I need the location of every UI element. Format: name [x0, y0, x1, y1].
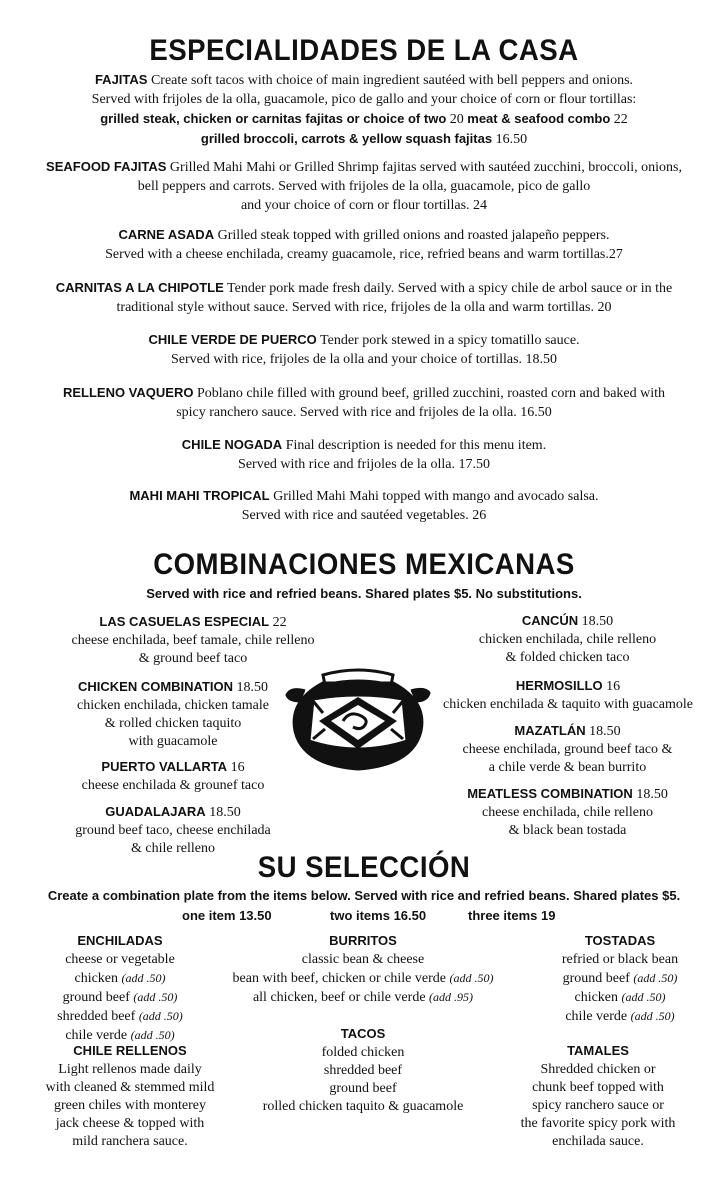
combo-meatless	[430, 785, 705, 840]
selection-line: chunk beef topped with	[532, 1080, 664, 1095]
combo-name: CHICKEN COMBINATION	[77, 679, 234, 694]
combo-price: 16	[230, 760, 245, 775]
combo-name: CANCÚN	[521, 613, 579, 628]
combo-desc: chicken enchilada, chicken tamale	[76, 698, 269, 713]
add-note: (add .50)	[130, 1028, 175, 1042]
selection-line: Shredded chicken or	[540, 1062, 656, 1077]
selection-line: spicy ranchero sauce or	[532, 1098, 664, 1113]
combinations-subtitle: Served with rice and refried beans. Shared plates $5. No substitutions.	[146, 586, 582, 601]
seleccion-subtitle: Create a combination plate from the items below. Served with rice and refried beans. Shared plates $5.	[47, 888, 681, 903]
selection-line: bean with beef, chicken or chile verde	[232, 971, 446, 986]
selection-enchiladas	[30, 932, 210, 1045]
menu-item-carne-asada	[20, 225, 708, 264]
price-three-items: three items 19	[468, 908, 556, 923]
combo-name: LAS CASUELAS ESPECIAL	[99, 614, 270, 629]
combo-desc: & chile relleno	[131, 841, 215, 856]
menu-item-chile-nogada	[20, 435, 708, 474]
combo-guadalajara	[28, 803, 318, 858]
menu-item-seafood-fajitas	[20, 157, 708, 215]
combo-desc: & rolled chicken taquito	[104, 716, 242, 731]
selection-line: cheese or vegetable	[65, 952, 175, 967]
selection-line: chile verde	[565, 1009, 628, 1024]
price-one-item: one item 13.50	[182, 908, 272, 923]
selection-burritos	[218, 932, 508, 1007]
selection-line: shredded beef	[323, 1063, 403, 1078]
combo-desc: & folded chicken taco	[505, 650, 630, 665]
combo-price: 16	[606, 679, 621, 694]
item-name: RELLENO VAQUERO	[62, 385, 194, 400]
selection-header: ENCHILADAS	[77, 933, 163, 948]
pot-drawing	[287, 670, 429, 769]
combo-price: 18.50	[636, 787, 668, 802]
item-desc: Grilled Mahi Mahi or Grilled Shrimp fajitas served with sautéed zucchini, broccoli, onions,	[169, 160, 682, 175]
combo-cancun	[430, 612, 705, 667]
combo-las-casuelas	[28, 613, 358, 668]
item-desc: Served with rice and frijoles de la olla. 17.50	[238, 457, 490, 472]
add-note: (add .50)	[449, 971, 494, 985]
selection-tacos	[238, 1025, 488, 1116]
selection-header: BURRITOS	[329, 933, 397, 948]
selection-tostadas	[530, 932, 710, 1026]
selection-line: Light rellenos made daily	[58, 1062, 202, 1077]
selection-line: jack cheese & topped with	[55, 1116, 205, 1131]
combo-price: 18.50	[581, 614, 614, 629]
combo-name: HERMOSILLO	[515, 678, 603, 693]
item-name: MAHI MAHI TROPICAL	[129, 488, 270, 503]
add-note: (add .50)	[621, 990, 666, 1004]
item-name: CHILE VERDE DE PUERCO	[148, 332, 317, 347]
combo-mazatlan	[430, 722, 705, 777]
item-desc: Poblano chile filled with ground beef, grilled zucchini, roasted corn and baked with	[196, 386, 666, 401]
item-desc: Tender pork stewed in a spicy tomatillo sauce.	[320, 333, 580, 348]
selection-header: TOSTADAS	[584, 933, 656, 948]
selection-line: ground beef	[562, 971, 630, 986]
selection-line: folded chicken	[321, 1045, 405, 1060]
combo-desc: cheese enchilada, beef tamale, chile relleno	[71, 633, 315, 648]
selection-header: TAMALES	[567, 1043, 629, 1058]
clay-pot-illustration	[283, 661, 433, 773]
add-note: (add .50)	[133, 990, 178, 1004]
selection-line: ground beef	[62, 990, 130, 1005]
item-desc: and your choice of corn or flour tortillas. 24	[240, 198, 488, 213]
selection-line: all chicken, beef or chile verde	[252, 990, 426, 1005]
selection-line: refried or black bean	[561, 952, 679, 967]
selection-line: the favorite spicy pork with	[520, 1116, 676, 1131]
item-desc: Served with rice and sautéed vegetables. 26	[241, 508, 487, 523]
selection-line: green chiles with monterey	[53, 1098, 206, 1113]
item-desc: Grilled steak topped with grilled onions and roasted jalapeño peppers.	[217, 228, 610, 243]
combo-desc: a chile verde & bean burrito	[488, 760, 647, 775]
combo-desc: & ground beef taco	[138, 651, 248, 666]
combo-desc: cheese enchilada & grounef taco	[81, 778, 265, 793]
combo-price: 18.50	[589, 724, 621, 739]
combo-name: GUADALAJARA	[105, 804, 206, 819]
add-note: (add .50)	[138, 1009, 183, 1023]
combo-price: 18.50	[209, 805, 241, 820]
selection-line: with cleaned & stemmed mild	[45, 1080, 215, 1095]
item-name: CHILE NOGADA	[181, 437, 283, 452]
item-desc: Create soft tacos with choice of main ingredient sautéed with bell peppers and onions.	[150, 73, 634, 88]
combo-name: MAZATLÁN	[514, 723, 586, 738]
item-price: 20	[449, 112, 464, 127]
selection-line: chile verde	[65, 1028, 128, 1043]
selection-header: TACOS	[340, 1026, 386, 1041]
combo-desc: cheese enchilada, chile relleno	[481, 805, 653, 820]
fajita-option: meat & seafood combo	[467, 111, 611, 126]
add-note: (add .50)	[121, 971, 166, 985]
item-price: 22	[613, 112, 628, 127]
combo-price: 18.50	[236, 680, 269, 695]
combo-desc: & black bean tostada	[508, 823, 627, 838]
selection-tamales	[498, 1042, 698, 1151]
combo-price: 22	[272, 615, 287, 630]
menu-item-mahi-mahi	[20, 486, 708, 525]
combo-name: MEATLESS COMBINATION	[467, 786, 633, 801]
combo-desc: chicken enchilada, chile relleno	[478, 632, 657, 647]
selection-header: CHILE RELLENOS	[73, 1043, 187, 1058]
selection-line: rolled chicken taquito & guacamole	[262, 1099, 464, 1114]
price-two-items: two items 16.50	[330, 908, 427, 923]
menu-item-fajitas	[20, 70, 708, 149]
fajita-option: grilled broccoli, carrots & yellow squash fajitas	[200, 131, 493, 146]
combo-puerto-vallarta	[28, 758, 318, 795]
item-desc: Grilled Mahi Mahi topped with mango and avocado salsa.	[273, 489, 599, 504]
item-name: CARNITAS A LA CHIPOTLE	[55, 280, 224, 295]
selection-line: shredded beef	[57, 1009, 136, 1024]
selection-chile-rellenos	[30, 1042, 230, 1151]
add-note: (add .95)	[429, 990, 474, 1004]
selection-line: classic bean & cheese	[301, 952, 425, 967]
item-desc: traditional style without sauce. Served with rice, frijoles de la olla and warm tortillas. 20	[116, 300, 612, 315]
item-desc: Served with a cheese enchilada, creamy guacamole, rice, refried beans and warm tortillas.27	[105, 247, 623, 262]
add-note: (add .50)	[630, 1009, 675, 1023]
combo-name: PUERTO VALLARTA	[101, 759, 228, 774]
item-name: FAJITAS	[94, 72, 148, 87]
menu-item-relleno-vaquero	[20, 383, 708, 422]
combo-desc: chicken enchilada & taquito with guacamole	[443, 697, 693, 712]
combo-chicken	[28, 678, 318, 751]
item-name: SEAFOOD FAJITAS	[46, 159, 167, 174]
item-desc: bell peppers and carrots. Served with frijoles de la olla, guacamole, pico de gallo	[137, 179, 591, 194]
item-desc: Tender pork made fresh daily. Served with a spicy chile de arbol sauce or in the	[227, 281, 673, 296]
selection-line: ground beef	[329, 1081, 397, 1096]
selection-line: chicken	[574, 990, 619, 1005]
item-name: CARNE ASADA	[118, 227, 215, 242]
combo-desc: ground beef taco, cheese enchilada	[75, 823, 271, 838]
selection-line: mild ranchera sauce.	[72, 1134, 188, 1149]
combo-hermosillo	[418, 677, 718, 714]
selection-line: enchilada sauce.	[552, 1134, 644, 1149]
combinations-title: COMBINACIONES MEXICANAS	[153, 548, 575, 581]
item-desc: Served with rice, frijoles de la olla and your choice of tortillas. 18.50	[170, 352, 558, 367]
menu-item-carnitas	[20, 278, 708, 317]
add-note: (add .50)	[633, 971, 678, 985]
combo-desc: with guacamole	[128, 734, 218, 749]
combo-desc: cheese enchilada, ground beef taco &	[462, 742, 673, 757]
selection-line: chicken	[74, 971, 119, 986]
seleccion-title: SU SELECCIÓN	[257, 851, 471, 884]
menu-item-chile-verde	[20, 330, 708, 369]
item-desc: Final description is needed for this menu item.	[285, 438, 547, 453]
fajita-option: grilled steak, chicken or carnitas fajitas or choice of two	[100, 111, 447, 126]
item-desc: spicy ranchero sauce. Served with rice and frijoles de la olla. 16.50	[176, 405, 552, 420]
item-desc: Served with frijoles de la olla, guacamole, pico de gallo and your choice of corn or flour tortillas:	[91, 92, 637, 107]
specialties-title: ESPECIALIDADES DE LA CASA	[149, 34, 579, 67]
item-price: 16.50	[495, 132, 528, 147]
